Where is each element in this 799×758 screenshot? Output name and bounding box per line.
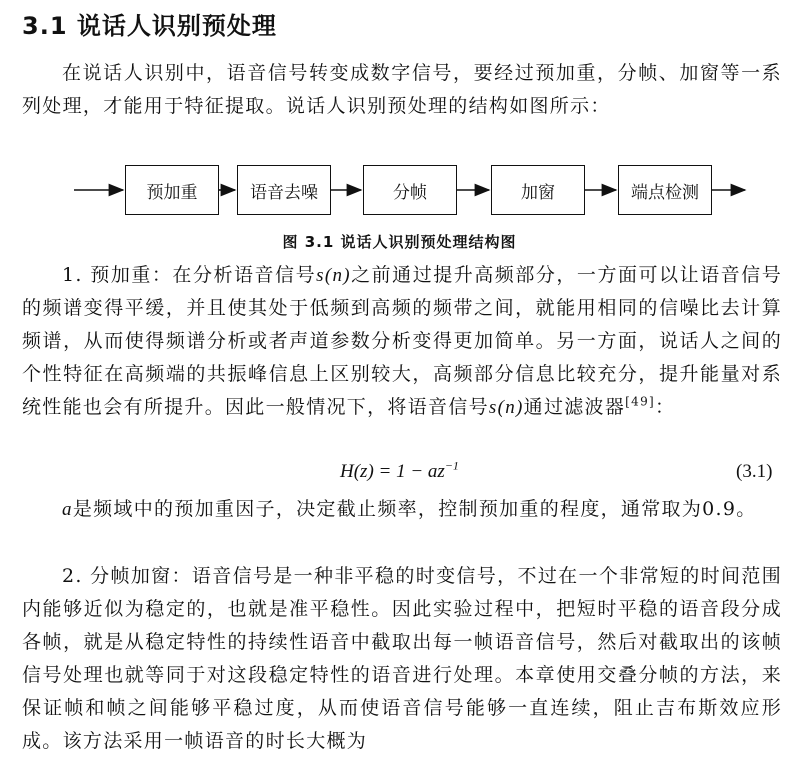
step-windowing: 加窗	[491, 165, 585, 215]
citation: [49]	[625, 394, 656, 409]
step-framing: 分帧	[363, 165, 457, 215]
item1-paragraph	[22, 259, 782, 424]
factor-symbol: a	[62, 499, 73, 520]
equation-exponent: −1	[444, 458, 459, 473]
preprocessing-flowchart	[0, 155, 799, 225]
after-equation-text: 是频域中的预加重因子，决定截止频率，控制预加重的程度，通常取为0.9。	[72, 498, 757, 520]
equation-number: (3.1)	[736, 461, 773, 482]
after-equation-paragraph	[22, 493, 782, 526]
step-pre-emphasis: 预加重	[125, 165, 219, 215]
step-endpoint-detection: 端点检测	[618, 165, 712, 215]
step-denoise: 语音去噪	[237, 165, 331, 215]
equation-formula	[340, 458, 459, 483]
signal-symbol: s(n)	[316, 265, 351, 286]
figure-caption: 图 3.1 说话人识别预处理结构图	[282, 233, 517, 251]
item1-text-c: 通过滤波器	[523, 396, 626, 418]
intro-paragraph: 在说话人识别中，语音信号转变成数字信号，要经过预加重，分帧、加窗等一系列处理，才能用于特征提取。说话人识别预处理的结构如图所示：	[22, 62, 782, 117]
section-heading: 3.1 说话人识别预处理	[22, 12, 277, 40]
item1-text-b: 之前通过提升高频部分，一方面可以让语音信号的频谱变得平缓，并且使其处于低频到高频的频带之间，就能用相同的信噪比去计算频谱，从而使得频谱分析或者声道参数分析变得更加简单。另一方面，说话人之间的个性特征在高频端的共振峰信息上区别较大，高频部分信息比较充分，提升能量对系统性能也会有所提升。因此一般情况下，将语音信号	[22, 264, 782, 418]
signal-symbol: s(n)	[488, 397, 524, 418]
item1-text-d: ：	[655, 396, 676, 418]
item1-text-a: 1. 预加重：在分析语音信号	[62, 264, 317, 286]
item2-paragraph: 2. 分帧加窗：语音信号是一种非平稳的时变信号，不过在一个非常短的时间范围内能够近似为稳定的，也就是准平稳性。因此实验过程中，把短时平稳的语音段分成各帧，就是从稳定特性的持续性语音中截取出每一帧语音信号，然后对截取出的该帧信号处理也就等同于对这段稳定特性的语音进行处理。本章使用交叠分帧的方法，来保证帧和帧之间能够平稳过度，从而使语音信号能够一直连续，阻止吉布斯效应形成。该方法采用一帧语音的时长大概为	[22, 565, 782, 752]
equation-body: H(z) = 1 − az	[340, 461, 445, 482]
